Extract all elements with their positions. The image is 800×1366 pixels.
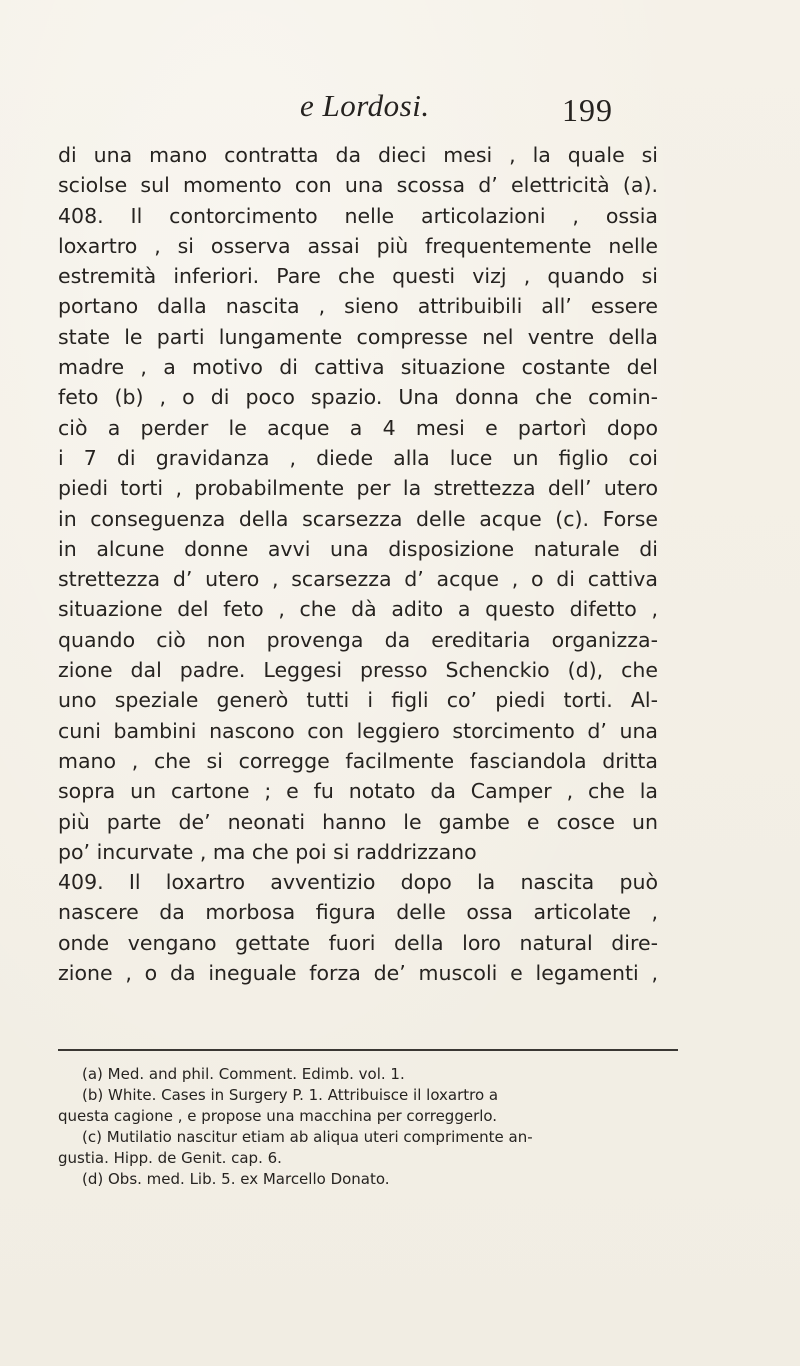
body-line: madre , a motivo di cattiva situazione costante del — [58, 355, 658, 380]
body-line: sopra un cartone ; e fu notato da Camper , che la — [58, 779, 658, 804]
body-line: state le parti lungamente compresse nel ventre della — [58, 324, 658, 349]
body-line: piedi torti , probabilmente per la strettezza dell’ utero — [58, 476, 658, 501]
body-line: ciò a perder le acque a 4 mesi e partorì dopo — [58, 415, 658, 440]
body-line: uno speziale generò tutti i figli co’ piedi torti. Al- — [58, 688, 658, 713]
body-line: mano , che si corregge facilmente fasciandola dritta — [58, 748, 658, 773]
body-line: zione , o da ineguale forza de’ muscoli e legamenti , — [58, 961, 658, 986]
footnote: (c) Mutilatio nascitur etiam ab aliqua uteri comprimente an- — [82, 1128, 533, 1146]
body-line: feto (b) , o di poco spazio. Una donna che comin- — [58, 385, 658, 410]
page-number: 199 — [562, 92, 613, 128]
body-line: po’ incurvate , ma che poi si raddrizzano — [58, 839, 477, 864]
body-line: in alcune donne avvi una disposizione naturale di — [58, 536, 658, 561]
body-line: onde vengano gettate fuori della loro natural dire- — [58, 930, 658, 955]
body-line: nascere da morbosa figura delle ossa articolate , — [58, 900, 658, 925]
footnote-continuation: gustia. Hipp. de Genit. cap. 6. — [58, 1149, 282, 1167]
body-line: portano dalla nascita , sieno attribuibili all’ essere — [58, 294, 658, 319]
body-line: estremità inferiori. Pare che questi vizj , quando si — [58, 264, 658, 289]
page-header — [0, 88, 800, 138]
footnote-divider — [58, 1049, 678, 1051]
footnotes — [58, 1064, 678, 1190]
body-line: strettezza d’ utero , scarsezza d’ acque , o di cattiva — [58, 567, 658, 592]
body-line: loxartro , si osserva assai più frequentemente nelle — [58, 233, 658, 258]
footnote-continuation: questa cagione , e propose una macchina per correggerlo. — [58, 1107, 498, 1125]
body-line: zione dal padre. Leggesi presso Schenckio (d), che — [58, 658, 658, 683]
footnote: (b) White. Cases in Surgery P. 1. Attribuisce il loxartro a — [82, 1086, 499, 1104]
body-line: cuni bambini nascono con leggiero storcimento d’ una — [58, 718, 658, 743]
body-line: in conseguenza della scarsezza delle acque (c). Forse — [58, 506, 658, 531]
body-line: più parte de’ neonati hanno le gambe e cosce un — [58, 809, 658, 834]
body-line: i 7 di gravidanza , diede alla luce un figlio coi — [58, 445, 658, 470]
body-line: quando ciò non provenga da ereditaria organizza- — [58, 627, 658, 652]
body-text — [58, 140, 658, 988]
body-line: sciolse sul momento con una scossa d’ elettricità (a). — [58, 173, 658, 198]
body-line: di una mano contratta da dieci mesi , la quale si — [58, 143, 658, 167]
running-head: e Lordosi. — [300, 88, 430, 123]
body-line: 409. Il loxartro avventizio dopo la nascita può — [58, 870, 658, 895]
body-line: situazione del feto , che dà adito a questo difetto , — [58, 597, 658, 622]
footnote: (d) Obs. med. Lib. 5. ex Marcello Donato. — [82, 1170, 390, 1188]
footnote: (a) Med. and phil. Comment. Edimb. vol. 1. — [82, 1065, 405, 1083]
body-line: 408. Il contorcimento nelle articolazioni , ossia — [58, 203, 658, 228]
